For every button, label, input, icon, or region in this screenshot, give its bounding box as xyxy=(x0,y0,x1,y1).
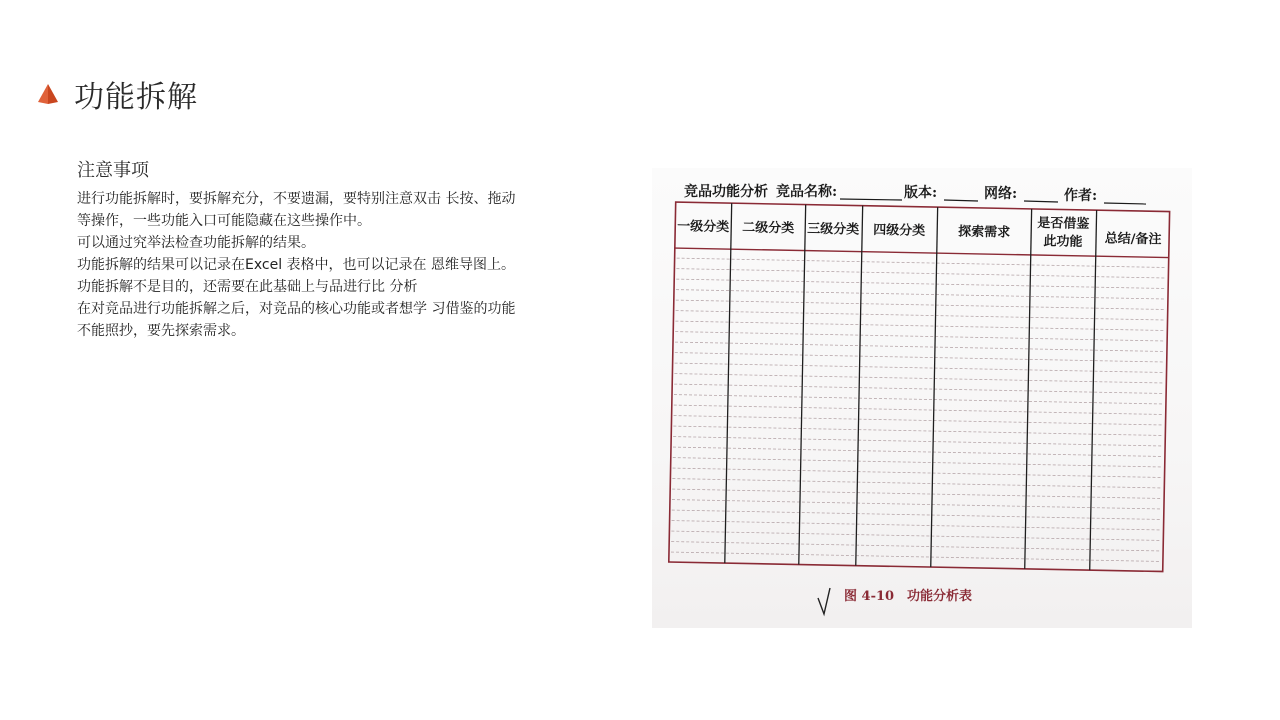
notes-line: 可以通过究举法检查功能拆解的结果。 xyxy=(77,235,315,251)
ruled-line xyxy=(671,531,1161,540)
notes-line: 功能拆解的结果可以记录在Excel 表格中，也可以记录在 恩维导图上。 xyxy=(77,257,515,273)
ruled-line xyxy=(676,269,1166,278)
notes-line: 不能照抄，要先探索需求。 xyxy=(77,323,245,339)
name-blank-line xyxy=(840,199,902,200)
ruled-line xyxy=(675,332,1165,341)
column-header: 一级分类 xyxy=(677,219,730,236)
column-header: 总结/备注 xyxy=(1104,231,1162,248)
ruled-line xyxy=(672,521,1162,530)
notes-heading: 注意事项 xyxy=(77,160,149,181)
column-header: 二级分类 xyxy=(742,220,795,237)
notes-line: 在对竞品进行功能拆解之后，对竞品的核心功能或者想学 习借鉴的功能 xyxy=(77,301,516,317)
table-header-label: 竞品功能分析 xyxy=(684,184,768,200)
ruled-line xyxy=(672,479,1162,488)
ruled-line xyxy=(675,353,1165,362)
ruled-line xyxy=(672,500,1162,509)
column-divider xyxy=(856,206,863,566)
ruled-line xyxy=(671,552,1161,561)
page-title-row xyxy=(36,72,198,116)
column-header: 三级分类 xyxy=(807,221,860,238)
ruled-line xyxy=(676,279,1166,288)
page-title: 功能拆解 xyxy=(74,80,198,115)
ruled-line xyxy=(674,374,1164,383)
ruled-line xyxy=(673,458,1163,467)
ruled-line xyxy=(674,384,1164,393)
column-divider xyxy=(1025,209,1032,569)
notes-line: 功能拆解不是目的，还需要在此基础上与品进行比 分析 xyxy=(77,279,418,295)
column-divider xyxy=(725,203,732,563)
column-divider xyxy=(931,207,938,567)
function-analysis-table xyxy=(652,168,1192,628)
pyramid-icon xyxy=(36,82,60,106)
column-header: 是否借鉴此功能 xyxy=(1037,216,1090,250)
ruled-line xyxy=(672,489,1162,498)
author-blank-line xyxy=(1104,203,1146,204)
ruled-line xyxy=(674,395,1164,404)
ruled-line xyxy=(673,447,1163,456)
column-divider xyxy=(1090,210,1097,570)
scanned-table-image xyxy=(652,168,1192,628)
notes-line: 等操作，一些功能入口可能隐藏在这些操作中。 xyxy=(77,213,371,229)
ruled-line xyxy=(676,311,1166,320)
analysis-table xyxy=(669,202,1170,571)
ruled-line xyxy=(675,321,1165,330)
ruled-line xyxy=(675,342,1165,351)
ruled-line xyxy=(675,363,1165,372)
column-divider xyxy=(799,205,806,565)
ruled-line xyxy=(677,258,1167,267)
version-blank-line xyxy=(944,200,978,201)
network-blank-line xyxy=(1024,201,1058,202)
notes-section xyxy=(77,156,597,342)
version-label: 版本: xyxy=(904,185,938,201)
column-header: 四级分类 xyxy=(873,222,926,239)
ruled-line xyxy=(673,426,1163,435)
check-mark-icon xyxy=(818,588,830,614)
author-label: 作者: xyxy=(1064,188,1098,204)
ruled-line xyxy=(674,416,1164,425)
column-header: 探索需求 xyxy=(958,224,1011,241)
competitor-name-label: 竞品名称: xyxy=(776,184,838,200)
network-label: 网络: xyxy=(984,186,1018,202)
ruled-line xyxy=(672,510,1162,519)
header-divider xyxy=(675,248,1169,257)
ruled-line xyxy=(674,405,1164,414)
figure-caption: 图 4-10 功能分析表 xyxy=(844,589,973,604)
table-border xyxy=(669,202,1170,571)
ruled-line xyxy=(671,542,1161,551)
ruled-line xyxy=(676,290,1166,299)
notes-line: 进行功能拆解时，要拆解充分，不要遗漏，要特别注意双击 长按、拖动 xyxy=(77,191,516,207)
ruled-line xyxy=(673,437,1163,446)
ruled-line xyxy=(673,468,1163,477)
ruled-line xyxy=(676,300,1166,309)
